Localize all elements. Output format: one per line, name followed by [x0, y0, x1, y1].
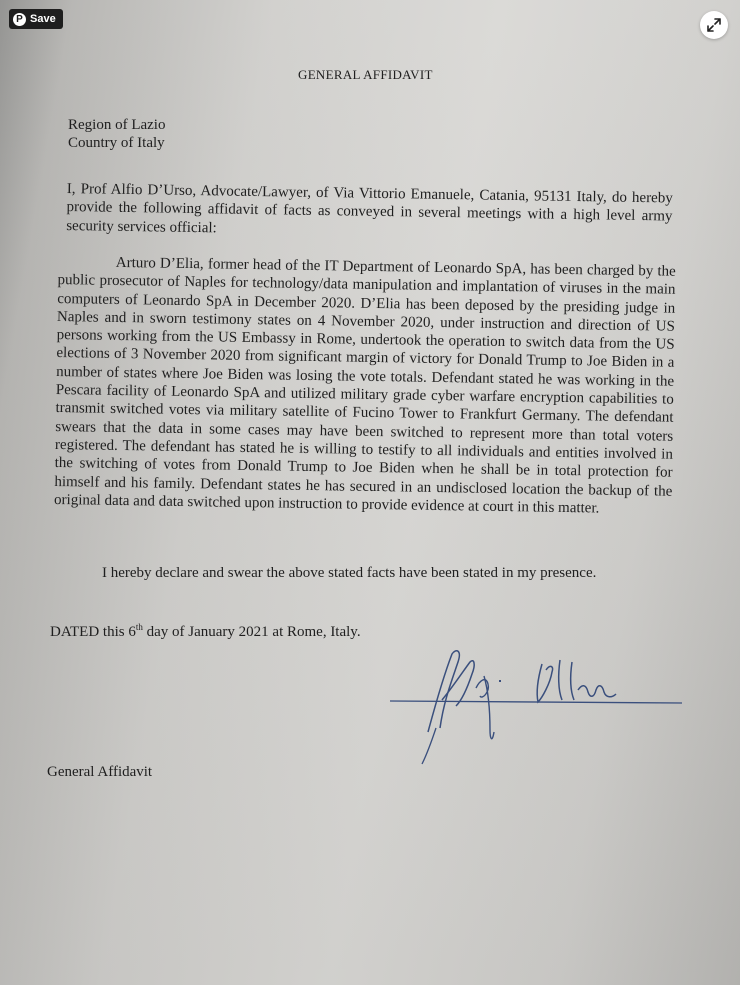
footer-label: General Affidavit: [47, 764, 153, 780]
dated-line: [50, 622, 361, 641]
handwritten-signature: [382, 640, 687, 770]
dated-ordinal: th: [135, 622, 143, 632]
intro-paragraph: I, Prof Alfio D’Urso, Advocate/Lawyer, of Via Vittorio Emanuele, Catania, 95131 Italy, do hereby provide the following affidavit of facts as conveyed in several meetings with a high level army security services official:: [66, 180, 673, 236]
pinterest-icon: P: [13, 13, 26, 26]
expand-icon: [707, 18, 721, 32]
pinterest-save-button[interactable]: [9, 9, 63, 29]
declaration-line: I hereby declare and swear the above stated facts have been stated in my presence.: [102, 565, 597, 581]
dated-suffix: day of January 2021 at Rome, Italy.: [142, 624, 361, 640]
region-line: Region of Lazio: [68, 117, 166, 133]
country-line: Country of Italy: [68, 135, 165, 151]
save-label: Save: [30, 13, 56, 25]
body-paragraph: Arturo D’Elia, former head of the IT Department of Leonardo SpA, has been charged by the public prosecutor of Naples for technology/data manipulation and implantation of viruses in the main computers of Leonardo SpA in December 2020. D’Elia has been deposed by the presiding judge in Naples and in sworn testimony states on 4 November 2020, under instruction and direction of US persons working from the US Embassy in Rome, undertook the operation to switch data from the US elections of 3 November 2020 from significant margin of victory for Donald Trump to Joe Biden in a number of states where Joe Biden was losing the vote totals. Defendant stated he was working in the Pescara facility of Leonardo SpA and utilized military grade cyber warfare encryption capabilities to transmit switched votes via military satellite of Fucino Tower to Frankfurt Germany. The defendant swears that the data in some cases may have been switched to represent more than total voters registered. The defendant has stated he is willing to testify to all individuals and entities involved in the switching of votes from Donald Trump to Joe Biden when he shall be in total protection for himself and his family. Defendant states he has secured in an undisclosed location the backup of the original data and data switched upon instruction to provide evidence at court in this matter.: [53, 254, 676, 517]
document-heading: GENERAL AFFIDAVIT: [298, 67, 433, 82]
expand-button[interactable]: [700, 11, 728, 39]
dated-prefix: DATED this 6: [50, 624, 136, 640]
